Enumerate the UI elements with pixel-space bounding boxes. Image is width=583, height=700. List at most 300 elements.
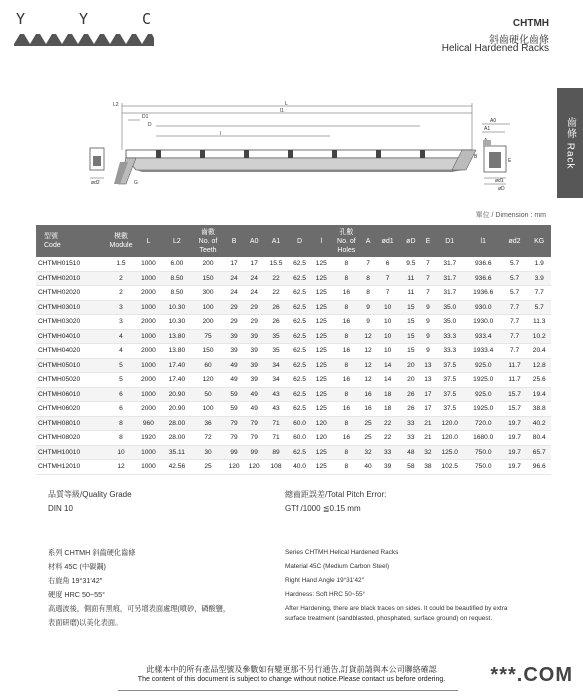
table-cell: 26 — [264, 315, 287, 330]
table-cell: 125 — [311, 373, 331, 388]
table-cell: 13 — [421, 358, 434, 373]
table-cell: 62.5 — [288, 315, 311, 330]
table-cell: 9 — [421, 344, 434, 359]
table-cell: 24 — [224, 286, 244, 301]
table-cell: 1.9 — [527, 257, 551, 271]
table-cell: 6 — [107, 402, 135, 417]
table-cell: 19.7 — [502, 445, 528, 460]
table-cell: 936.6 — [465, 271, 502, 286]
col-header-l1: l1 — [465, 225, 502, 257]
table-cell: 1000 — [135, 387, 162, 402]
table-cell: 19.7 — [502, 416, 528, 431]
pitch-error-value: GTf /1000 ≦0.15 mm — [285, 504, 361, 513]
table-cell: 10 — [375, 329, 401, 344]
table-row — [36, 300, 551, 315]
table-cell: 102.5 — [435, 460, 465, 475]
table-cell: 37.5 — [435, 402, 465, 417]
table-row — [36, 271, 551, 286]
table-cell: 1000 — [135, 271, 162, 286]
table-cell: 8 — [331, 300, 361, 315]
table-cell: 925.0 — [465, 358, 502, 373]
table-cell: 60 — [192, 358, 224, 373]
table-cell: 36 — [192, 416, 224, 431]
table-cell: 22 — [375, 431, 401, 446]
table-cell: 29 — [244, 315, 264, 330]
table-cell: 15.7 — [502, 402, 528, 417]
table-cell: 7.7 — [502, 315, 528, 330]
table-cell: 9 — [421, 315, 434, 330]
table-cell: 125 — [311, 271, 331, 286]
table-cell: 150 — [192, 271, 224, 286]
table-cell: 49 — [224, 373, 244, 388]
table-cell: 79 — [244, 431, 264, 446]
table-cell: 6.00 — [162, 257, 192, 271]
table-cell: 17 — [421, 402, 434, 417]
table-cell: 4 — [107, 329, 135, 344]
table-cell: 16 — [331, 373, 361, 388]
table-cell: 6 — [107, 387, 135, 402]
table-cell: 31.7 — [435, 271, 465, 286]
table-cell: 720.0 — [465, 416, 502, 431]
table-cell: 120.0 — [435, 431, 465, 446]
table-cell: 1000 — [135, 257, 162, 271]
table-cell: 125 — [311, 460, 331, 475]
col-header-od2: ød2 — [502, 225, 528, 257]
table-row — [36, 286, 551, 301]
label-od1: ød1 — [495, 178, 504, 184]
label-l: l — [220, 131, 222, 137]
table-cell: 62.5 — [288, 445, 311, 460]
table-cell: 33 — [400, 416, 421, 431]
company-logo — [14, 10, 154, 54]
table-cell: 49 — [244, 402, 264, 417]
dimension-unit-note: 單位 / Dimension : mm — [475, 212, 546, 219]
table-cell: 5 — [107, 373, 135, 388]
label-B: B — [474, 154, 478, 160]
table-cell: 4 — [107, 344, 135, 359]
table-cell: 1936.6 — [465, 286, 502, 301]
table-cell: 22 — [264, 271, 287, 286]
table-cell: 16 — [331, 315, 361, 330]
table-cell: 750.0 — [465, 445, 502, 460]
table-cell: 2 — [107, 286, 135, 301]
table-cell: 17.40 — [162, 373, 192, 388]
table-cell: 8 — [331, 416, 361, 431]
spec-table-body — [36, 257, 551, 474]
table-cell: 62.5 — [288, 300, 311, 315]
table-cell: 21 — [421, 416, 434, 431]
table-cell: 5 — [107, 358, 135, 373]
table-cell: 39 — [244, 344, 264, 359]
table-cell: 26 — [400, 402, 421, 417]
table-cell: 10 — [107, 445, 135, 460]
table-cell: 35.11 — [162, 445, 192, 460]
table-cell: 17 — [421, 387, 434, 402]
table-cell: 79 — [224, 416, 244, 431]
table-cell: 99 — [224, 445, 244, 460]
table-cell: 5.7 — [527, 300, 551, 315]
table-cell: 15 — [400, 329, 421, 344]
table-cell: 89 — [264, 445, 287, 460]
table-cell: 3 — [107, 300, 135, 315]
table-cell: 17.40 — [162, 358, 192, 373]
table-row — [36, 373, 551, 388]
table-cell: 1000 — [135, 460, 162, 475]
table-cell: 8 — [361, 286, 374, 301]
table-cell: 2000 — [135, 286, 162, 301]
table-cell: 750.0 — [465, 460, 502, 475]
table-cell: 33 — [375, 445, 401, 460]
table-cell: 39 — [244, 329, 264, 344]
table-cell: 200 — [192, 315, 224, 330]
table-cell: 125 — [311, 300, 331, 315]
table-cell: 29 — [224, 315, 244, 330]
cell-code: CHTMH06010 — [36, 387, 107, 402]
table-cell: 1925.0 — [465, 402, 502, 417]
table-cell: 62.5 — [288, 271, 311, 286]
table-cell: 125 — [311, 315, 331, 330]
table-cell: 62.5 — [288, 402, 311, 417]
product-code-title: CHTMH — [512, 18, 549, 29]
table-row — [36, 402, 551, 417]
pitch-error-label: 總齒距誤差/Total Pitch Error: — [285, 490, 387, 499]
table-cell: 38 — [421, 460, 434, 475]
table-cell: 17 — [224, 257, 244, 271]
table-cell: 100 — [192, 402, 224, 417]
table-cell: 13.80 — [162, 329, 192, 344]
watermark: ***.COM — [490, 664, 573, 686]
table-cell: 25.6 — [527, 373, 551, 388]
table-cell: 8.50 — [162, 286, 192, 301]
table-cell: 930.0 — [465, 300, 502, 315]
table-cell: 9 — [361, 315, 374, 330]
table-cell: 30 — [192, 445, 224, 460]
table-cell: 16 — [331, 344, 361, 359]
col-header-L2: L2 — [162, 225, 192, 257]
series-description-zh — [48, 546, 248, 630]
table-cell: 22 — [264, 286, 287, 301]
table-cell: 71 — [264, 416, 287, 431]
table-cell: 8.50 — [162, 271, 192, 286]
quality-grade-value: DIN 10 — [48, 504, 73, 513]
table-cell: 10.30 — [162, 315, 192, 330]
table-cell: 9 — [421, 329, 434, 344]
table-cell: 9 — [361, 300, 374, 315]
col-header-module: 模數 Module — [107, 225, 135, 257]
table-cell: 62.5 — [288, 373, 311, 388]
table-cell: 26 — [264, 300, 287, 315]
cell-code: CHTMH02020 — [36, 286, 107, 301]
table-cell: 2 — [107, 271, 135, 286]
table-cell: 8 — [331, 387, 361, 402]
table-cell: 8 — [107, 416, 135, 431]
table-cell: 60.0 — [288, 416, 311, 431]
table-cell: 24 — [244, 286, 264, 301]
table-cell: 16 — [331, 402, 361, 417]
table-row — [36, 344, 551, 359]
table-cell: 5.7 — [502, 257, 528, 271]
col-header-l: l — [311, 225, 331, 257]
table-cell: 15 — [400, 315, 421, 330]
col-header-od1: ød1 — [375, 225, 401, 257]
footer-divider — [118, 690, 458, 691]
table-header-row — [36, 225, 551, 257]
table-cell: 12 — [107, 460, 135, 475]
table-cell: 125.0 — [435, 445, 465, 460]
table-cell: 62.5 — [288, 286, 311, 301]
table-cell: 59 — [224, 402, 244, 417]
table-cell: 1000 — [135, 445, 162, 460]
label-D: D — [148, 122, 152, 128]
table-row — [36, 329, 551, 344]
table-cell: 15 — [400, 344, 421, 359]
table-row — [36, 315, 551, 330]
table-cell: 1920 — [135, 431, 162, 446]
table-cell: 16 — [331, 431, 361, 446]
table-cell: 10 — [375, 344, 401, 359]
label-E: E — [508, 158, 512, 164]
table-cell: 120 — [224, 460, 244, 475]
table-cell: 99 — [244, 445, 264, 460]
table-cell: 19.7 — [502, 460, 528, 475]
label-A0: A0 — [490, 118, 497, 124]
cell-code: CHTMH04020 — [36, 344, 107, 359]
table-cell: 6 — [375, 257, 401, 271]
table-cell: 9.5 — [400, 257, 421, 271]
logo-letter: C — [141, 10, 152, 28]
table-row — [36, 257, 551, 271]
table-cell: 60.0 — [288, 431, 311, 446]
table-cell: 32 — [421, 445, 434, 460]
table-cell: 16 — [361, 387, 374, 402]
table-cell: 22 — [375, 416, 401, 431]
footer-notice-en: The content of this document is subject to change without notice.Please contact us before ordering. — [137, 676, 446, 683]
table-cell: 1000 — [135, 329, 162, 344]
label-od2: ød2 — [91, 180, 100, 186]
table-cell: 2000 — [135, 315, 162, 330]
table-cell: 933.4 — [465, 329, 502, 344]
table-cell: 25 — [361, 416, 374, 431]
table-cell: 75 — [192, 329, 224, 344]
table-cell: 7.7 — [527, 286, 551, 301]
table-cell: 39 — [244, 373, 264, 388]
table-row — [36, 445, 551, 460]
table-cell: 8 — [331, 358, 361, 373]
note-en: After Hardening, there are black traces on sides. It could be beautified by extra surface treatment (sandblasted, phosphated, surface ground) on request. — [285, 605, 508, 622]
label-D1: D1 — [142, 114, 149, 120]
table-cell: 58 — [400, 460, 421, 475]
table-cell: 100 — [192, 300, 224, 315]
table-cell: 150 — [192, 344, 224, 359]
table-cell: 50 — [192, 387, 224, 402]
col-header-B: B — [224, 225, 244, 257]
table-cell: 21 — [421, 431, 434, 446]
table-cell: 8 — [361, 271, 374, 286]
table-cell: 7.7 — [502, 344, 528, 359]
table-cell: 19.4 — [527, 387, 551, 402]
table-cell: 80.4 — [527, 431, 551, 446]
table-cell: 120 — [311, 431, 331, 446]
table-cell: 39 — [244, 358, 264, 373]
table-cell: 960 — [135, 416, 162, 431]
cell-code: CHTMH05010 — [36, 358, 107, 373]
table-cell: 35 — [264, 329, 287, 344]
table-cell: 11 — [400, 271, 421, 286]
table-cell: 1930.0 — [465, 315, 502, 330]
table-cell: 12 — [361, 344, 374, 359]
spec-table — [36, 225, 551, 475]
table-row — [36, 387, 551, 402]
table-cell: 7.7 — [502, 329, 528, 344]
table-cell: 49 — [224, 358, 244, 373]
table-cell: 1933.4 — [465, 344, 502, 359]
table-cell: 20 — [400, 358, 421, 373]
table-cell: 18 — [375, 402, 401, 417]
table-cell: 125 — [311, 344, 331, 359]
series-title-zh: 系列 CHTMH 斜齒硬化齒條 — [48, 548, 136, 557]
table-cell: 925.0 — [465, 387, 502, 402]
table-cell: 32 — [361, 445, 374, 460]
table-cell: 62.5 — [288, 358, 311, 373]
table-cell: 33.3 — [435, 344, 465, 359]
table-cell: 20 — [400, 373, 421, 388]
col-header-L: L — [135, 225, 162, 257]
col-header-A0: A0 — [244, 225, 264, 257]
footer-notice-zh: 此樣本中的所有產品型號及參數如有變更那不另行通告,訂貨前請與本公司聯絡確認 — [146, 665, 437, 674]
table-cell: 48 — [400, 445, 421, 460]
col-header-A: A — [361, 225, 374, 257]
table-cell: 28.00 — [162, 431, 192, 446]
logo-letter: Y — [78, 10, 90, 28]
cell-code: CHTMH05020 — [36, 373, 107, 388]
table-cell: 38.8 — [527, 402, 551, 417]
table-cell: 10 — [375, 315, 401, 330]
table-cell: 125 — [311, 445, 331, 460]
table-cell: 25 — [361, 431, 374, 446]
table-cell: 7 — [421, 286, 434, 301]
table-cell: 125 — [311, 358, 331, 373]
table-cell: 43 — [264, 387, 287, 402]
table-cell: 31.7 — [435, 257, 465, 271]
table-cell: 120 — [244, 460, 264, 475]
table-cell: 936.6 — [465, 257, 502, 271]
table-cell: 42.56 — [162, 460, 192, 475]
table-cell: 15 — [400, 300, 421, 315]
table-cell: 10.2 — [527, 329, 551, 344]
label-l1: l1 — [280, 108, 284, 114]
rack-teeth-logo-graphic — [14, 32, 154, 46]
col-header-D1: D1 — [435, 225, 465, 257]
table-cell: 125 — [311, 402, 331, 417]
table-cell: 79 — [224, 431, 244, 446]
table-cell: 24 — [244, 271, 264, 286]
logo-letter: Y — [16, 10, 27, 28]
table-cell: 108 — [264, 460, 287, 475]
table-cell: 12 — [361, 329, 374, 344]
col-header-oD: øD — [400, 225, 421, 257]
table-cell: 8 — [331, 257, 361, 271]
table-cell: 7 — [421, 271, 434, 286]
table-cell: 1.5 — [107, 257, 135, 271]
table-cell: 37.5 — [435, 373, 465, 388]
table-cell: 29 — [244, 300, 264, 315]
table-cell: 34 — [264, 358, 287, 373]
table-cell: 125 — [311, 329, 331, 344]
table-cell: 59 — [224, 387, 244, 402]
table-cell: 11.7 — [502, 373, 528, 388]
table-cell: 15.7 — [502, 387, 528, 402]
cell-code: CHTMH06020 — [36, 402, 107, 417]
label-L2: L2 — [113, 102, 119, 108]
table-cell: 1925.0 — [465, 373, 502, 388]
table-cell: 7 — [375, 286, 401, 301]
cell-code: CHTMH01510 — [36, 257, 107, 271]
table-cell: 2000 — [135, 373, 162, 388]
cell-code: CHTMH08010 — [36, 416, 107, 431]
table-cell: 20.90 — [162, 402, 192, 417]
col-header-E: E — [421, 225, 434, 257]
table-cell: 120 — [192, 373, 224, 388]
table-cell: 49 — [244, 387, 264, 402]
col-header-D: D — [288, 225, 311, 257]
table-cell: 10 — [375, 300, 401, 315]
table-cell: 8 — [331, 445, 361, 460]
table-cell: 39 — [375, 460, 401, 475]
table-row — [36, 416, 551, 431]
label-G: G — [134, 180, 138, 186]
table-cell: 8 — [331, 460, 361, 475]
table-cell: 13 — [421, 373, 434, 388]
table-cell: 300 — [192, 286, 224, 301]
table-cell: 62.5 — [288, 344, 311, 359]
table-cell: 71 — [264, 431, 287, 446]
note-zh-line2: 表面研磨)以美化表面。 — [48, 618, 123, 627]
table-cell: 13.80 — [162, 344, 192, 359]
cell-code: CHTMH02010 — [36, 271, 107, 286]
table-cell: 1000 — [135, 358, 162, 373]
table-cell: 37.5 — [435, 387, 465, 402]
table-cell: 125 — [311, 286, 331, 301]
table-cell: 120 — [311, 416, 331, 431]
table-cell: 40.2 — [527, 416, 551, 431]
table-cell: 7 — [361, 257, 374, 271]
table-row — [36, 460, 551, 475]
table-cell: 10.30 — [162, 300, 192, 315]
table-cell: 40.0 — [288, 460, 311, 475]
cell-code: CHTMH03010 — [36, 300, 107, 315]
note-zh-line1: 高週波後，側面有黑痕，可另增表面處理(噴砂，磷酸鹽， — [48, 604, 231, 613]
table-cell: 79 — [244, 416, 264, 431]
table-cell: 43 — [264, 402, 287, 417]
product-title-zh: 斜齒硬化齒條 — [489, 35, 549, 46]
hardness-en: Hardness: Soft HRC 50~55° — [285, 591, 366, 598]
quality-grade-label: 品質等級/Quality Grade — [48, 490, 132, 499]
table-cell: 62.5 — [288, 387, 311, 402]
table-cell: 20.90 — [162, 387, 192, 402]
table-cell: 29 — [224, 300, 244, 315]
table-cell: 7.7 — [502, 300, 528, 315]
section-side-tab: 齒條 Rack — [557, 88, 583, 198]
table-cell: 24 — [224, 271, 244, 286]
label-oD: øD — [498, 186, 505, 192]
table-cell: 2000 — [135, 402, 162, 417]
material-en: Material 45C (Medium Carbon Steel) — [285, 563, 390, 570]
table-cell: 39 — [224, 344, 244, 359]
table-cell: 17 — [244, 257, 264, 271]
cell-code: CHTMH10010 — [36, 445, 107, 460]
table-cell: 200 — [192, 257, 224, 271]
table-cell: 3 — [107, 315, 135, 330]
